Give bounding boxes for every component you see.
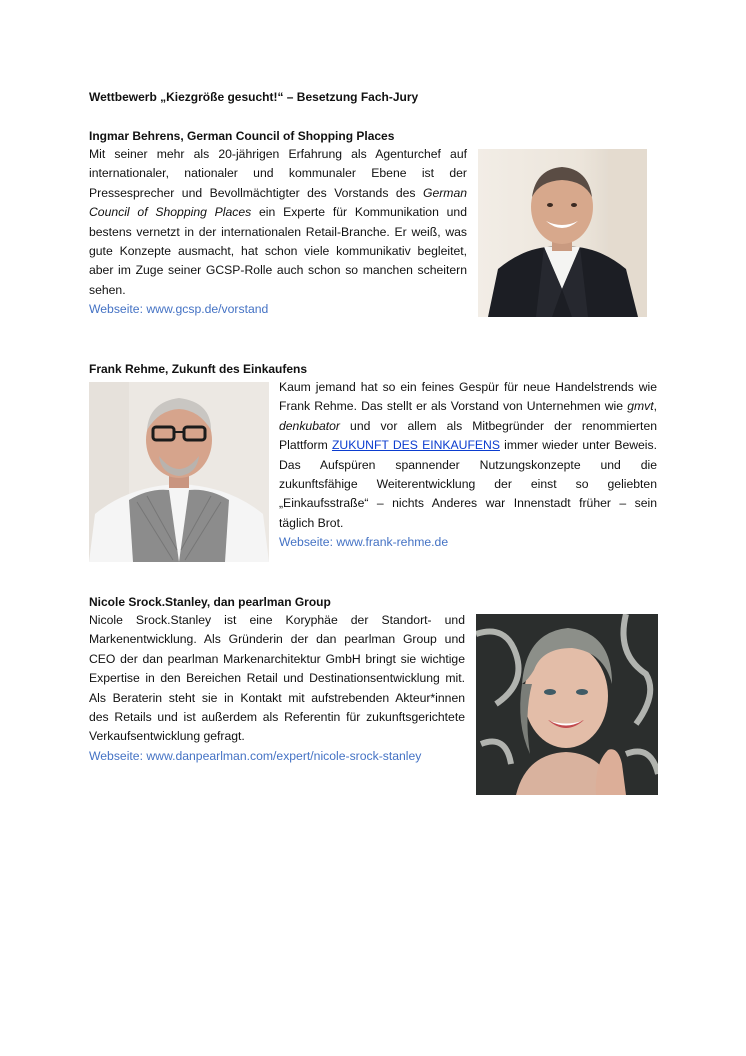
jury-heading-behrens: Ingmar Behrens, German Council of Shopping Places bbox=[89, 129, 395, 143]
bio-line: internationaler, nationaler und kommunaler Ebene ist der bbox=[89, 166, 467, 181]
bio-line: zukunftsfähige Weiterentwicklung der einst so geliebten bbox=[279, 476, 657, 491]
bio-line: Kaum jemand hat so ein feines Gespür für neue Handelstrends wie bbox=[279, 380, 657, 394]
bio-line: Mit seiner mehr als 20-jährigen Erfahrung als Agenturchef auf bbox=[89, 147, 467, 161]
bio-line: CEO der dan pearlman Markenarchitektur GmbH bringt sie wichtige bbox=[89, 651, 465, 666]
bio-line: gute Konzepte ausmacht, hat schon viele kommunikativ begleitet, bbox=[89, 243, 467, 258]
bio-line: denkubator und vor allem als Mitbegründer der renommierten bbox=[279, 418, 657, 433]
bio-line: Council of Shopping Places ein Experte für Kommunikation und bbox=[89, 205, 467, 220]
jury-heading-srock-stanley: Nicole Srock.Stanley, dan pearlman Group bbox=[89, 595, 331, 609]
website-link-rehme[interactable]: Webseite: www.frank-rehme.de bbox=[279, 535, 449, 550]
portrait-photo-behrens bbox=[478, 149, 647, 317]
jury-bio-behrens bbox=[89, 145, 467, 320]
bio-line: Das Aufspüren spannender Nutzungskonzepte und die bbox=[279, 457, 657, 472]
bio-line: Nicole Srock.Stanley ist eine Koryphäe der Standort- und bbox=[89, 613, 465, 627]
jury-bio-srock-stanley bbox=[89, 611, 465, 766]
bio-line: Markenentwicklung. Als Gründerin der dan pearlman Group und bbox=[89, 632, 465, 647]
zukunft-des-einkaufens-link[interactable]: ZUKUNFT DES EINKAUFENS bbox=[331, 438, 500, 453]
website-link-behrens[interactable]: Webseite: www.gcsp.de/vorstand bbox=[89, 302, 269, 317]
portrait-photo-rehme bbox=[89, 382, 269, 562]
website-link-srock-stanley[interactable]: Webseite: www.danpearlman.com/expert/nicole-srock-stanley bbox=[89, 748, 422, 763]
bio-line: Expertise in den Bereichen Retail und Destinationsentwicklung mit. bbox=[89, 671, 465, 686]
bio-line: aber im Zuge seiner GCSP-Rolle auch schon so manchen scheitern bbox=[89, 263, 467, 278]
bio-line: Frank Rehme. Das stellt er als Vorstand von Unternehmen wie gmvt, bbox=[279, 399, 657, 414]
portrait-photo-srock-stanley bbox=[476, 614, 658, 795]
bio-line: bestens vernetzt in der internationalen Retail-Branche. Er weiß, was bbox=[89, 224, 467, 239]
bio-line: des Retails und ist außerdem als Referentin für zukunftsgerichtete bbox=[89, 709, 465, 724]
page-title: Wettbewerb „Kiezgröße gesucht!“ – Besetzung Fach-Jury bbox=[89, 90, 419, 104]
jury-heading-rehme: Frank Rehme, Zukunft des Einkaufens bbox=[89, 362, 308, 376]
bio-line: Plattform ZUKUNFT DES EINKAUFENS immer wieder unter Beweis. bbox=[279, 438, 657, 453]
bio-line: täglich Brot. bbox=[279, 515, 344, 530]
bio-line: Verkaufsentwicklung gefragt. bbox=[89, 729, 245, 744]
bio-line: „Einkaufsstraße“ – nichts Anderes war Innenstadt früher – sein bbox=[279, 496, 657, 511]
bio-line: sehen. bbox=[89, 282, 126, 297]
bio-line: Als Beraterin steht sie in Kontakt mit aufstrebenden Akteur*innen bbox=[89, 690, 465, 705]
jury-bio-rehme bbox=[279, 378, 657, 553]
bio-line: Pressesprecher und Bevollmächtigter des Vorstands des German bbox=[89, 185, 467, 200]
